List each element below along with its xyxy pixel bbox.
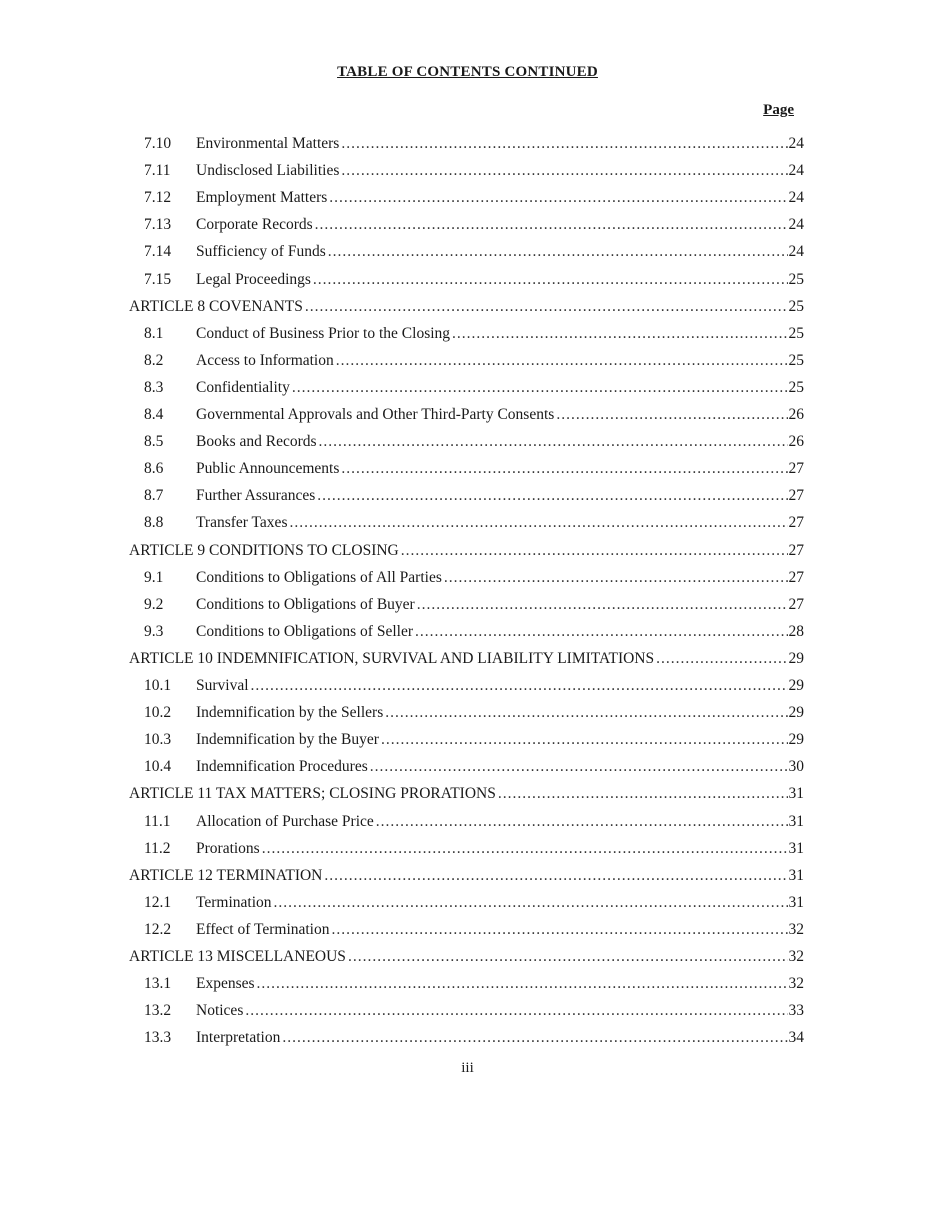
toc-page-number: 27 (788, 487, 804, 505)
toc-section-number: 12.1 (144, 893, 172, 911)
toc-section-title: Notices (196, 1002, 244, 1020)
toc-section-title: Governmental Approvals and Other Third-Party Consents (196, 406, 555, 423)
toc-page-number: 31 (788, 812, 804, 830)
dot-leader (313, 271, 788, 289)
toc-page-number: 24 (788, 162, 804, 180)
toc-section-row (144, 596, 804, 623)
toc-page-number: 25 (788, 297, 804, 315)
dot-leader (289, 514, 787, 532)
toc-section-number: 7.11 (144, 162, 171, 180)
toc-section-title: Termination (196, 893, 272, 911)
toc-section-title: Public Announcements (196, 460, 340, 478)
toc-section-row (144, 487, 804, 514)
toc-section-number: 7.14 (144, 243, 172, 261)
toc-section-number: 8.6 (144, 460, 164, 478)
toc-section-row (144, 894, 804, 921)
toc-page-number: 24 (788, 189, 804, 207)
toc-page-number: 24 (788, 135, 804, 152)
toc-page-number: 29 (788, 649, 804, 667)
toc-article-row (129, 542, 804, 569)
dot-leader (251, 677, 788, 695)
toc-page-number: 29 (788, 731, 804, 749)
toc-page-number: 27 (788, 460, 804, 478)
toc-section-number: 9.1 (144, 568, 164, 586)
toc-section-row (144, 433, 804, 460)
toc-section-row (144, 758, 804, 785)
dot-leader (292, 379, 788, 397)
toc-section-row (144, 352, 804, 379)
toc-section-number: 12.2 (144, 920, 172, 938)
toc-section-row (144, 704, 804, 731)
toc-section-number: 10.2 (144, 704, 172, 722)
toc-section-title: Conditions to Obligations of Buyer (196, 595, 415, 613)
toc-section-row (144, 975, 804, 1002)
toc-section-number: 8.7 (144, 487, 164, 505)
toc-section-title: Interpretation (196, 1029, 281, 1047)
toc-page-number: 27 (788, 595, 804, 613)
toc-section-row (144, 243, 804, 270)
toc-section-number: 10.4 (144, 758, 172, 776)
dot-leader (329, 189, 787, 207)
dot-leader (376, 813, 788, 831)
toc-section-row (144, 406, 804, 433)
toc-page-number: 27 (788, 568, 804, 586)
toc-section-title: Confidentiality (196, 378, 290, 396)
toc-section-number: 13.2 (144, 1002, 172, 1020)
toc-page-number: 25 (788, 324, 804, 342)
toc-section-title: Corporate Records (196, 216, 313, 234)
toc-section-row (144, 514, 804, 541)
toc-section-title: Indemnification by the Buyer (196, 731, 379, 749)
toc-page-number: 31 (788, 785, 804, 803)
toc-article-title: ARTICLE 10 INDEMNIFICATION, SURVIVAL AND LIABILITY LIMITATIONS (129, 649, 655, 667)
toc-section-title: Access to Information (196, 351, 334, 369)
toc-section-number: 11.1 (144, 812, 171, 830)
toc-page-number: 34 (788, 1029, 804, 1047)
toc-section-number: 10.3 (144, 731, 172, 749)
toc-section-row (144, 623, 804, 650)
dot-leader (315, 216, 788, 234)
toc-section-title: Prorations (196, 839, 260, 857)
dot-leader (319, 433, 788, 451)
toc-page-number: 25 (788, 270, 804, 288)
toc-page-number: 31 (788, 866, 804, 884)
toc-article-title: ARTICLE 9 CONDITIONS TO CLOSING (129, 541, 399, 559)
toc-page-number: 25 (788, 378, 804, 396)
toc-section-row (144, 135, 804, 162)
dot-leader (336, 352, 788, 370)
toc-section-number: 8.3 (144, 378, 164, 396)
toc-article-row (129, 948, 804, 975)
dot-leader (381, 731, 788, 749)
toc-page-number: 33 (788, 1002, 804, 1020)
toc-section-number: 8.2 (144, 351, 164, 369)
dot-leader (305, 298, 788, 316)
dot-leader (324, 867, 787, 885)
dot-leader (341, 460, 787, 478)
dot-leader (245, 1002, 787, 1020)
dot-leader (385, 704, 787, 722)
toc-section-title: Conduct of Business Prior to the Closing (196, 324, 451, 342)
toc-section-title: Indemnification by the Sellers (196, 704, 384, 722)
toc-page-number: 27 (788, 541, 804, 559)
toc-section-number: 13.3 (144, 1029, 172, 1047)
dot-leader (370, 758, 788, 776)
toc-section-row (144, 271, 804, 298)
toc-section-number: 7.13 (144, 216, 172, 234)
toc-section-row (144, 379, 804, 406)
dot-leader (328, 243, 788, 261)
toc-section-row (144, 162, 804, 189)
dot-leader (317, 487, 787, 505)
toc-page-number: 31 (788, 893, 804, 911)
toc-section-row (144, 189, 804, 216)
toc-section-row (144, 840, 804, 867)
toc-page-number: 26 (788, 433, 804, 451)
dot-leader (498, 785, 788, 803)
dot-leader (341, 162, 787, 180)
toc-page-number: 24 (788, 216, 804, 234)
toc-article-row (129, 785, 804, 812)
toc-section-number: 7.15 (144, 270, 172, 288)
toc-article-title: ARTICLE 11 TAX MATTERS; CLOSING PRORATIONS (129, 785, 496, 803)
toc-page-number: 29 (788, 677, 804, 694)
toc-page-number: 30 (788, 758, 804, 776)
toc-section-title: Allocation of Purchase Price (196, 812, 374, 830)
toc-section-title: Books and Records (196, 433, 317, 451)
dot-leader (417, 596, 788, 614)
toc-section-row (144, 460, 804, 487)
toc-page-number: 27 (788, 514, 804, 532)
toc-page-number: 25 (788, 351, 804, 369)
toc-section-row (144, 325, 804, 352)
dot-leader (348, 948, 788, 966)
toc-section-number: 8.8 (144, 514, 164, 532)
dot-leader (556, 406, 787, 424)
dot-leader (262, 840, 788, 858)
toc-section-title: Effect of Termination (196, 920, 330, 938)
toc-section-title: Legal Proceedings (196, 270, 311, 288)
toc-section-title: Survival (196, 677, 249, 694)
dot-leader (274, 894, 788, 912)
toc-article-row (129, 298, 804, 325)
toc-section-row (144, 1029, 804, 1056)
toc-section-title: Conditions to Obligations of Seller (196, 622, 413, 640)
toc-section-number: 9.3 (144, 622, 164, 640)
toc-section-row (144, 731, 804, 758)
toc-section-title: Environmental Matters (196, 135, 340, 152)
toc-section-number: 7.10 (144, 135, 172, 152)
dot-leader (332, 921, 788, 939)
toc-section-title: Undisclosed Liabilities (196, 162, 340, 180)
dot-leader (401, 542, 788, 560)
toc-section-title: Sufficiency of Funds (196, 243, 326, 261)
page-column-header: Page (763, 102, 794, 118)
toc-section-number: 10.1 (144, 677, 172, 694)
toc-title: TABLE OF CONTENTS CONTINUED (337, 64, 598, 80)
dot-leader (415, 623, 788, 641)
toc-article-row (129, 867, 804, 894)
toc-page-number: 26 (788, 406, 804, 423)
toc-section-number: 8.4 (144, 406, 164, 423)
toc-section-title: Further Assurances (196, 487, 316, 505)
toc-section-title: Transfer Taxes (196, 514, 288, 532)
toc-section-number: 8.1 (144, 324, 164, 342)
toc-page-number: 32 (788, 920, 804, 938)
toc-section-number: 7.12 (144, 189, 172, 207)
page-number: iii (461, 1060, 474, 1076)
toc-article-row (129, 650, 804, 677)
dot-leader (656, 650, 787, 668)
toc-page-number: 32 (788, 975, 804, 993)
toc-section-title: Indemnification Procedures (196, 758, 368, 776)
toc-section-row (144, 1002, 804, 1029)
toc-page-number: 24 (788, 243, 804, 261)
toc-section-number: 11.2 (144, 839, 171, 857)
toc-page-number: 29 (788, 704, 804, 722)
toc-page-number: 32 (788, 948, 804, 965)
toc-page-number: 31 (788, 839, 804, 857)
toc-section-title: Employment Matters (196, 189, 328, 207)
toc-article-title: ARTICLE 13 MISCELLANEOUS (129, 948, 346, 965)
toc-section-row (144, 921, 804, 948)
toc-section-number: 9.2 (144, 595, 164, 613)
toc-section-row (144, 677, 804, 704)
dot-leader (341, 135, 787, 153)
dot-leader (444, 569, 788, 587)
dot-leader (257, 975, 788, 993)
toc-section-number: 8.5 (144, 433, 164, 451)
toc-article-title: ARTICLE 12 TERMINATION (129, 866, 323, 884)
toc-section-title: Expenses (196, 975, 255, 993)
toc-section-row (144, 569, 804, 596)
toc-section-title: Conditions to Obligations of All Parties (196, 568, 442, 586)
dot-leader (282, 1029, 787, 1047)
toc-section-row (144, 216, 804, 243)
toc-section-row (144, 813, 804, 840)
toc-page-number: 28 (788, 622, 804, 640)
toc-article-title: ARTICLE 8 COVENANTS (129, 297, 303, 315)
dot-leader (452, 325, 787, 343)
toc-section-number: 13.1 (144, 975, 172, 993)
